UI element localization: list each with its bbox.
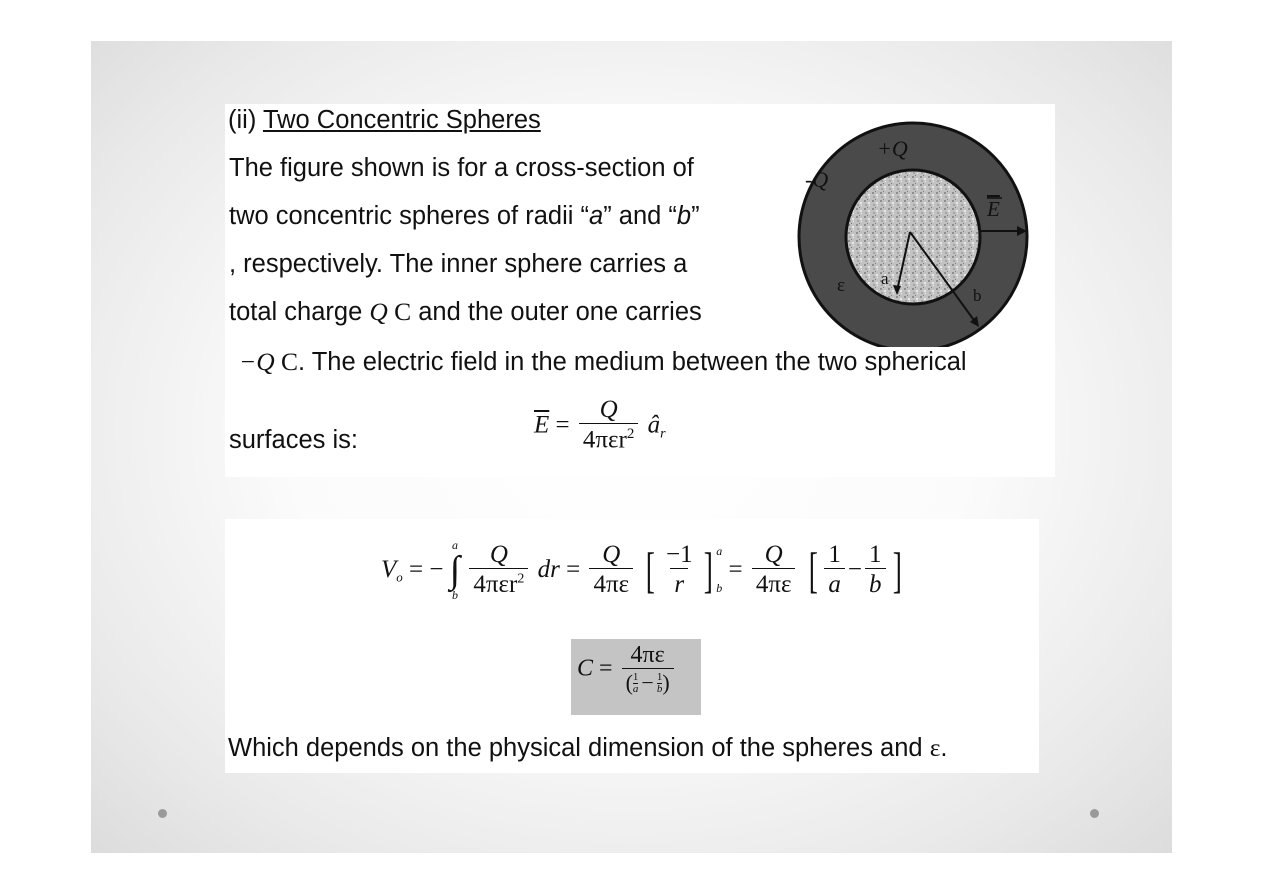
label-field-e: E bbox=[987, 197, 1000, 221]
field-den-exp: 2 bbox=[626, 426, 635, 443]
field-den: 4πεr bbox=[582, 426, 627, 454]
bullet-dot-left bbox=[158, 809, 167, 818]
field-fraction bbox=[579, 397, 638, 454]
potential-frac-6 bbox=[865, 542, 886, 599]
field-unit-sub: r bbox=[660, 426, 666, 442]
potential-frac-4 bbox=[752, 542, 796, 599]
frac5-den: a bbox=[824, 568, 845, 599]
cap-minus: − bbox=[641, 670, 654, 696]
frac6-den: b bbox=[865, 568, 886, 599]
frac1-exp: 2 bbox=[517, 571, 525, 587]
frac4-den: 4πε bbox=[752, 568, 796, 599]
label-radius-a: a bbox=[881, 269, 889, 288]
line4-pre: total charge bbox=[229, 298, 370, 326]
potential-frac-3 bbox=[662, 542, 697, 599]
paragraph-line-2 bbox=[229, 201, 700, 231]
slide bbox=[91, 41, 1172, 853]
line2-mid: ” and “ bbox=[603, 202, 677, 230]
frac3-num: −1 bbox=[665, 540, 693, 568]
potential-minus: − bbox=[847, 556, 862, 583]
frac5-num: 1 bbox=[828, 540, 841, 568]
potential-frac-5 bbox=[824, 542, 845, 599]
cap-num: 4πε bbox=[630, 642, 665, 668]
integral-sign: ∫ bbox=[449, 549, 461, 591]
line4-post: and the outer one carries bbox=[411, 298, 702, 326]
bracket-close-2: ] bbox=[892, 542, 902, 598]
field-lhs: $\overline{E}$ bbox=[534, 411, 550, 439]
cap-b: b bbox=[656, 682, 663, 695]
frac1-num: Q bbox=[489, 540, 508, 568]
conclusion-line bbox=[228, 733, 948, 763]
potential-dr: dr bbox=[537, 556, 560, 583]
potential-frac-1 bbox=[469, 542, 528, 599]
cap-close: ) bbox=[662, 670, 670, 696]
capacitance-equation bbox=[577, 643, 677, 695]
frac3-den: r bbox=[670, 568, 688, 599]
conclusion-epsilon: ε bbox=[929, 733, 941, 762]
bracket-close-1: ] bbox=[703, 542, 713, 598]
conclusion-text: Which depends on the physical dimension of the spheres and bbox=[228, 734, 930, 762]
heading-title: Two Concentric Spheres bbox=[262, 106, 541, 134]
frac4-num: Q bbox=[764, 540, 783, 568]
frac6-num: 1 bbox=[869, 540, 882, 568]
field-num: Q bbox=[599, 396, 618, 423]
cap-den bbox=[622, 668, 674, 695]
line2-b: b bbox=[676, 202, 692, 230]
section-heading bbox=[228, 105, 541, 135]
line2-end: ” bbox=[691, 202, 700, 230]
field-den-wrap bbox=[579, 423, 638, 454]
field-equals: = bbox=[555, 411, 570, 439]
bracket-open-1: [ bbox=[646, 542, 656, 598]
integral-upper: a bbox=[451, 538, 458, 552]
potential-eq3: = bbox=[728, 556, 743, 583]
paragraph-line-1: The figure shown is for a cross-section of bbox=[229, 154, 694, 182]
bullet-dot-right bbox=[1090, 809, 1099, 818]
line4-c: C bbox=[387, 297, 412, 326]
line5-c: C bbox=[274, 347, 299, 376]
cap-frac-a bbox=[633, 672, 639, 695]
field-equation bbox=[534, 397, 666, 454]
cap-one-b: 1 bbox=[656, 670, 663, 683]
frac2-num: Q bbox=[602, 540, 621, 568]
line2-pre: two concentric spheres of radii “ bbox=[229, 202, 589, 230]
cap-open: ( bbox=[625, 670, 633, 696]
potential-equation bbox=[381, 539, 905, 601]
eval-limits bbox=[716, 544, 722, 596]
potential-lhs: V bbox=[381, 556, 397, 583]
paragraph-line-3: , respectively. The inner sphere carries a bbox=[229, 250, 688, 278]
line2-a: a bbox=[589, 202, 604, 230]
label-epsilon: ε bbox=[837, 275, 845, 296]
field-unit-vector: â bbox=[647, 411, 661, 439]
line5-post: . The electric field in the medium between the two spherical bbox=[298, 348, 967, 376]
eval-lower: b bbox=[716, 581, 723, 595]
frac2-den: 4πε bbox=[589, 568, 633, 599]
label-plus-q: +Q bbox=[877, 136, 908, 161]
label-minus-q: -Q bbox=[805, 167, 829, 192]
paragraph-line-6: surfaces is: bbox=[229, 426, 358, 454]
cap-fraction bbox=[622, 643, 674, 695]
line4-q: Q bbox=[369, 297, 388, 326]
bracket-open-2: [ bbox=[808, 542, 818, 598]
paragraph-line-5 bbox=[239, 347, 967, 377]
cap-one-a: 1 bbox=[632, 670, 639, 683]
integral-wrap bbox=[450, 539, 460, 601]
frac1-den-wrap bbox=[469, 568, 528, 599]
potential-eq1: = − bbox=[409, 556, 444, 583]
concentric-spheres-figure bbox=[791, 119, 1041, 347]
potential-eq2: = bbox=[566, 556, 581, 583]
paragraph-line-4 bbox=[229, 297, 702, 327]
cap-a: a bbox=[632, 682, 639, 695]
potential-frac-2 bbox=[589, 542, 633, 599]
cap-lhs: C bbox=[577, 655, 594, 682]
cap-equals: = bbox=[599, 655, 613, 682]
line5-minus-q: −Q bbox=[239, 347, 275, 376]
conclusion-period: . bbox=[940, 734, 948, 762]
integral-lower: b bbox=[451, 588, 458, 602]
frac1-den: 4πεr bbox=[473, 570, 518, 598]
label-radius-b: b bbox=[973, 286, 982, 305]
potential-lhs-sub: o bbox=[396, 569, 403, 585]
heading-prefix: (ii) bbox=[228, 106, 263, 134]
eval-upper: a bbox=[716, 544, 723, 558]
